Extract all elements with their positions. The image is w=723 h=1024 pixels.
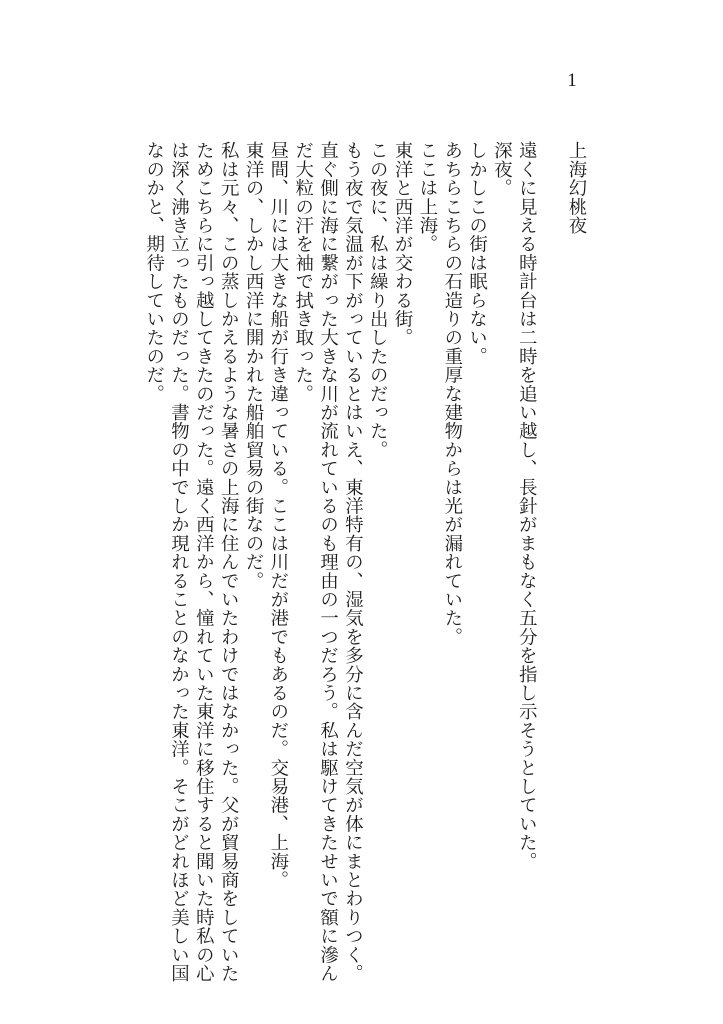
paragraph: 深夜。 — [491, 141, 513, 198]
paragraph: しかしこの街は眠らない。 — [466, 141, 488, 366]
paragraph: あちらこちらの石造りの重厚な建物からは光が漏れていた。 — [441, 141, 463, 646]
paragraph: 昼間、川には大きな船が行き違っている。ここは川だが港でもあるのだ。交易港、上海。 — [267, 141, 289, 889]
paragraph: この夜に、私は繰り出したのだった。 — [367, 141, 389, 459]
paragraph: ここは上海。 — [416, 141, 438, 254]
paragraph: 遠くに見える時計台は二時を追い越し、長針がまもなく五分を指し示そうとしていた。 — [516, 141, 538, 871]
paragraph: 東洋の、しかし西洋に開かれた船舶貿易の街なのだ。 — [243, 141, 265, 590]
page-number: 1 — [567, 70, 577, 91]
chapter-title: 上海幻桃夜 — [566, 141, 587, 235]
body-text — [141, 141, 588, 1001]
paragraph: 東洋と西洋が交わる街。 — [392, 141, 414, 347]
paragraph: 私は元々、この蒸しかえるような暑さの上海に住んでいたわけではなかった。父が貿易商をしていたためこちらに引っ越してきたのだった。遠く西洋から、憧れていた東洋に移住すると聞いた時私の心は深く沸き立ったものだった。書物の中でしか現れることのなかった東洋。そこがどれほど美しい国なのかと、期待していたのだ。 — [143, 141, 240, 983]
paragraph: もう夜で気温が下がっているとはいえ、東洋特有の、湿気を多分に含んだ空気が体にまとわりつく。直ぐ側に海に繋がった大きな川が流れているのも理由の一つだろう。私は駆けてきたせいで額に滲んだ大粒の汗を袖で拭き取った。 — [292, 141, 364, 983]
